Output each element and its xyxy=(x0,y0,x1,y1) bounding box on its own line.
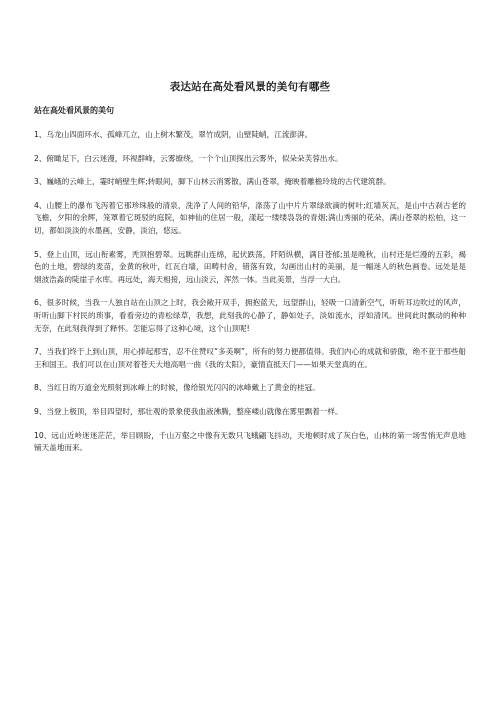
paragraph-5: 5、登上山顶，远山衔素雾，秃顶抱碧翠。远眺群山连绵，起伏跌荡，阡陌纵横，满目苍郁;虽是晚秋，山村还是烂漫的五彩，褐色的土地，碧绿的麦苗，金黄的秋叶，红瓦白墙，田畴村舍，错落有致，勾画出山村的美丽，是一幅迷人的秋色画卷。远处是是烟波浩淼的陡崖子水库。再远处，海天相接，远山淡云，浑然一体。当此美景，当浮一大白。 xyxy=(34,249,466,284)
document-title: 表达站在高处看风景的美句有哪些 xyxy=(169,81,331,93)
paragraph-3: 3、巍峨的云峰上，霎时峭壁生辉;转眼间，脚下山林云消雾散，满山苍翠，掩映着雕檐玲珑的古代建筑群。 xyxy=(34,177,391,187)
paragraph-2: 2、俯瞰足下，白云迷漫，环视群峰，云雾缭绕，一个个山顶探出云雾外，似朵朵芙蓉出水。 xyxy=(34,153,343,163)
paragraph-8: 8、当红日的万道金光照射到冰峰上的时候，像给银光闪闪的冰峰戴上了黄金的桂冠。 xyxy=(34,383,320,393)
paragraph-10: 10、远山近岭迷迷茫茫，举目顾盼，千山万壑之中像有无数只飞蛾翩飞抖动，天地顿时成了灰白色，山林的第一场雪悄无声息地铺天盖地而来。 xyxy=(34,430,466,453)
paragraph-4: 4、山腰上的瀑布飞泻着它那珍珠般的清泉，洗净了人间的铅华，涤荡了山中片片翠绿欲滴的树叶;红墙灰瓦，是山中古刹古老的飞檐，夕阳的余辉，笼罩着它斑驳的庭院，如神仙的住居一般，漾起一缕缕袅袅的青烟;满山秀丽的花朵，满山苍翠的松柏，这一切，都如淡淡的水墨画，安静，淡泊，悠远。 xyxy=(34,200,466,235)
section-heading: 站在高处看风景的美句 xyxy=(34,106,114,115)
paragraph-9: 9、当登上极顶，举目四望时，那壮观的景象使我血液沸腾，整座嵝山就像在雾里飘着一样。 xyxy=(34,406,343,416)
paragraph-1: 1、乌龙山四面环水、孤峰兀立，山上树木繁茂，翠竹成阴，山壁陡峭，江流澎湃。 xyxy=(34,130,313,139)
paragraph-7: 7、当我们终于上到山顶，用心捧起那雪，忍不住赞叹“多美啊”，所有的努力便都值得。我们内心的成就和骄傲，绝不亚于那些船王和国王。我们可以在山顶对着苍天大地高唱一曲《我的太阳》，豪情直抵天门——如果天堂真的在。 xyxy=(34,347,466,369)
paragraph-6: 6、很多时候，当我一人独自站在山顶之上时，我会敞开双手，拥抱蓝天，远望群山，轻吸一口清新空气，听听耳边吹过的风声，听听山脚下村民的琐事，看看旁边的青松绿草，我想，此刻我的心静了，静如处子，淡如流水，浮如清风。世间此时飘动的种种无奈，在此刻我得到了释怀。怎能忘得了这种心境，这个山顶呢! xyxy=(34,298,466,333)
